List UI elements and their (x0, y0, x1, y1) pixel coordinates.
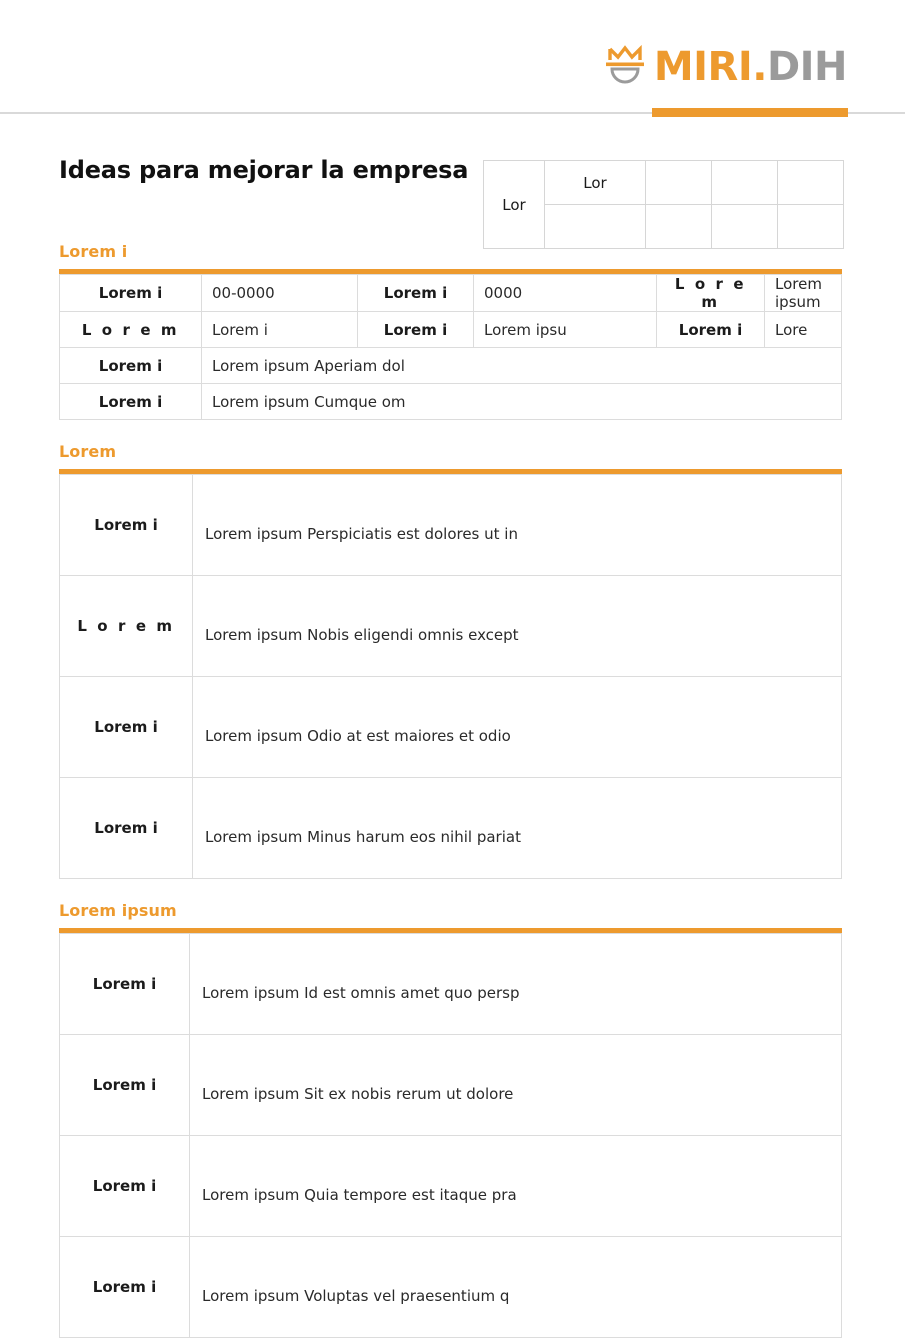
document-header (0, 0, 905, 120)
brand-name-primary: MIRI. (653, 44, 767, 90)
brand-logo (604, 45, 847, 89)
idea-label: Lorem i (60, 1136, 190, 1237)
page-title: Ideas para mejorar la empresa (59, 156, 469, 184)
section-ideas-2 (0, 901, 905, 1338)
info-value[interactable]: Lorem ipsu (474, 312, 657, 348)
section-heading: Lorem ipsum (59, 901, 177, 920)
info-label: Lorem i (60, 348, 202, 384)
brand-name-secondary: DIH (766, 44, 847, 90)
mini-grid-cell[interactable] (646, 161, 712, 205)
info-label: Lorem i (60, 384, 202, 420)
brand-wordmark (653, 44, 847, 90)
info-label: L o r e m (657, 275, 765, 312)
info-label: Lorem i (358, 312, 474, 348)
idea-text[interactable]: Lorem ipsum Id est omnis amet quo persp (190, 934, 842, 1035)
table-row (60, 384, 842, 420)
info-value[interactable]: Lorem ipsum Aperiam dol (202, 348, 842, 384)
idea-text[interactable]: Lorem ipsum Sit ex nobis rerum ut dolore (190, 1035, 842, 1136)
info-value[interactable]: Lorem i (202, 312, 358, 348)
idea-text[interactable]: Lorem ipsum Odio at est maiores et odio (193, 677, 842, 778)
table-row (60, 475, 842, 576)
idea-label: Lorem i (60, 934, 190, 1035)
info-value[interactable]: 00-0000 (202, 275, 358, 312)
table-row (60, 1136, 842, 1237)
idea-label: Lorem i (60, 778, 193, 879)
table-row (60, 1035, 842, 1136)
info-label: Lorem i (60, 275, 202, 312)
section-table-wrapper (59, 928, 842, 1338)
idea-text[interactable]: Lorem ipsum Perspiciatis est dolores ut in (193, 475, 842, 576)
info-label: L o r e m (60, 312, 202, 348)
info-value[interactable]: Lore (765, 312, 842, 348)
header-mini-grid (483, 160, 844, 249)
idea-text[interactable]: Lorem ipsum Quia tempore est itaque pra (190, 1136, 842, 1237)
ideas-table (59, 933, 842, 1338)
mini-grid-cell[interactable] (778, 161, 844, 205)
ideas-table (59, 474, 842, 879)
idea-label: Lorem i (60, 475, 193, 576)
section-ideas-1 (0, 442, 905, 879)
mini-grid-row-label[interactable]: Lor (484, 161, 545, 249)
info-label: Lorem i (358, 275, 474, 312)
table-row (60, 677, 842, 778)
crown-bowl-icon (604, 45, 646, 89)
table-row (60, 778, 842, 879)
section-table-wrapper (59, 269, 842, 420)
idea-label: Lorem i (60, 1035, 190, 1136)
mini-grid-cell[interactable] (712, 161, 778, 205)
section-info (0, 242, 905, 420)
idea-text[interactable]: Lorem ipsum Voluptas vel praesentium q (190, 1237, 842, 1338)
info-label: Lorem i (657, 312, 765, 348)
table-row (60, 275, 842, 312)
info-value[interactable]: Lorem ipsum Cumque om (202, 384, 842, 420)
header-accent-bar (652, 108, 848, 117)
idea-text[interactable]: Lorem ipsum Minus harum eos nihil pariat (193, 778, 842, 879)
info-table (59, 274, 842, 420)
mini-grid-column-header[interactable]: Lor (545, 161, 646, 205)
info-value[interactable]: 0000 (474, 275, 657, 312)
table-row (60, 348, 842, 384)
section-table-wrapper (59, 469, 842, 879)
table-row (484, 161, 844, 205)
table-row (60, 312, 842, 348)
idea-label: L o r e m (60, 576, 193, 677)
section-heading: Lorem (59, 442, 117, 461)
idea-label: Lorem i (60, 1237, 190, 1338)
title-row (0, 120, 905, 232)
table-row (60, 1237, 842, 1338)
idea-label: Lorem i (60, 677, 193, 778)
section-heading: Lorem i (59, 242, 128, 261)
table-row (60, 934, 842, 1035)
table-row (60, 576, 842, 677)
idea-text[interactable]: Lorem ipsum Nobis eligendi omnis except (193, 576, 842, 677)
info-value[interactable]: Lorem ipsum (765, 275, 842, 312)
